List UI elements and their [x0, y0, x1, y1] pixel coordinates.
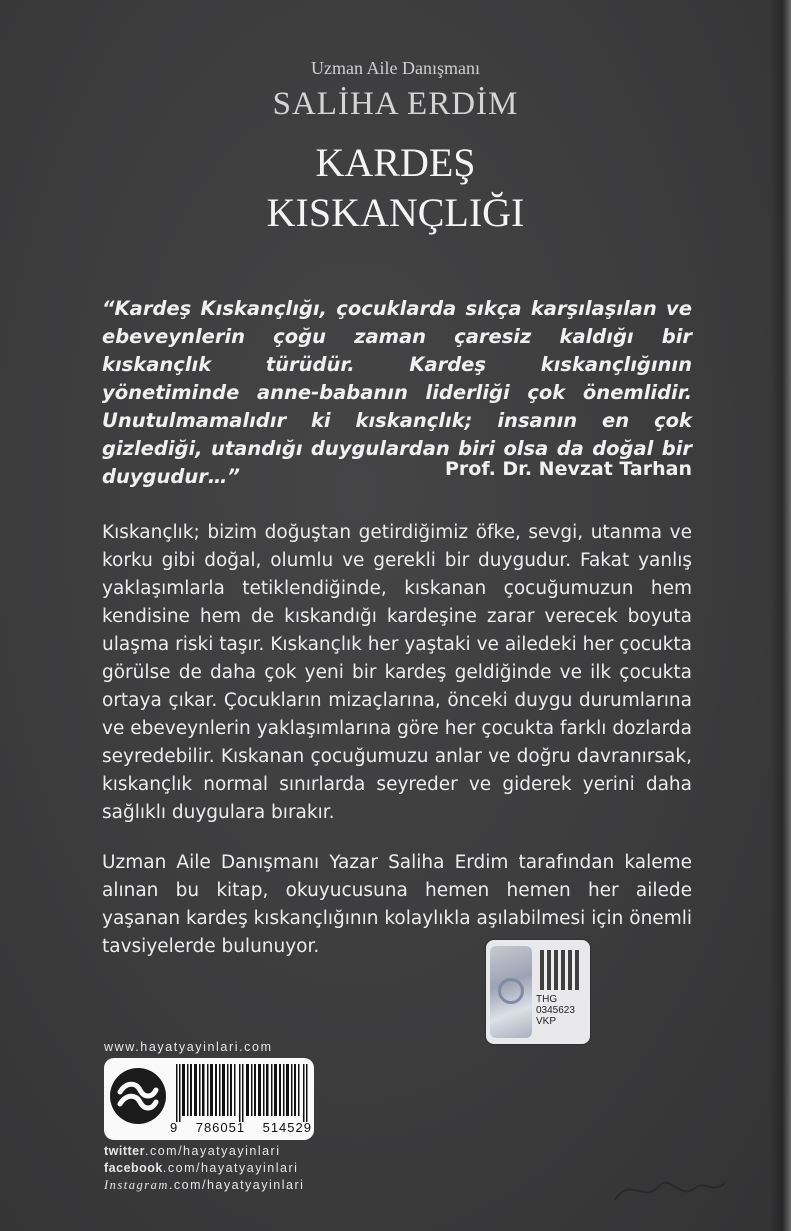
twitter-path: .com/hayatyayinlari: [145, 1144, 281, 1158]
instagram-path: .com/hayatyayinlari: [168, 1178, 305, 1192]
sticker-code-line1: THG: [536, 994, 558, 1005]
sticker-code-line2: 0345623: [536, 1005, 575, 1016]
sticker-code: [536, 994, 588, 1027]
handwritten-signature: [610, 1170, 730, 1210]
isbn-number: [170, 1120, 312, 1135]
facebook-link: [104, 1161, 298, 1175]
publisher-website: www.hayatyayinlari.com: [104, 1040, 273, 1054]
isbn-barcode: [176, 1064, 308, 1122]
author-subtitle: Uzman Aile Danışmanı: [311, 58, 480, 78]
instagram-link: [104, 1178, 304, 1193]
twitter-link: [104, 1144, 281, 1158]
isbn-part-2: 786051: [195, 1120, 246, 1135]
author-name: SALİHA ERDİM: [272, 86, 519, 122]
endorsement-quote: “Kardeş Kıskançlığı, çocuklarda sıkça karşılaşılan ve ebeveynlerin çoğu zaman çaresiz kaldığı bir kıskançlık türüdür. Kardeş kıskançlığının yönetiminde anne-babanın liderliği çok önemlidir. Unutulmamalıdır ki kıskançlık; insanın en çok gizlediği, utandığı duygulardan biri olsa da doğal bir duygudur…”: [102, 297, 692, 488]
facebook-label: facebook: [104, 1161, 163, 1175]
facebook-path: .com/hayatyayinlari: [162, 1161, 299, 1175]
barcode-panel: [104, 1058, 314, 1140]
qr-code-icon: [540, 950, 580, 990]
book-title-line1: KARDEŞ: [315, 140, 476, 185]
sticker-code-line3: VKP: [536, 1016, 557, 1027]
book-title: [0, 138, 791, 238]
twitter-label: twitter: [104, 1144, 145, 1158]
book-description: [102, 519, 692, 983]
publisher-logo-icon: [110, 1068, 166, 1124]
hologram-icon: [490, 946, 532, 1038]
isbn-part-1: 9: [170, 1120, 179, 1135]
book-title-line2: KISKANÇLIĞI: [266, 190, 525, 235]
description-paragraph-1: Kıskançlık; bizim doğuştan getirdiğimiz öfke, sevgi, utanma ve korku gibi doğal, olumlu ve gerekli bir duygudur. Fakat yanlış yaklaşımlarla tetiklendiğinde, kıskanan çocuğumuzun hem kendisine hem de kıskandığı kardeşine zarar verecek boyuta ulaşma riski taşır. Kıskançlık her yaştaki ve ailedeki her çocukta görülse de daha çok yeni bir kardeş geldiğinde ve ilk çocukta ortaya çıkar. Çocukların mizaçlarına, önceki duygu durumlarına ve ebeveynlerin yaklaşımlarına göre her çocukta farklı dozlarda seyredebilir. Kıskanan çocuğumuzu anlar ve doğru davranırsak, kıskançlık normal sınırlarda seyreder ve giderek yerini daha sağlıklı duygulara bırakır.: [102, 522, 692, 823]
hologram-seal-icon: [498, 978, 524, 1004]
description-paragraph-2: Uzman Aile Danışmanı Yazar Saliha Erdim tarafından kaleme alınan bu kitap, okuyucusuna hemen hemen her ailede yaşanan kardeş kıskançlığının kolaylıkla aşılabilmesi için önemli tavsiyelerde bulunuyor.: [102, 852, 692, 957]
isbn-part-3: 514529: [262, 1120, 312, 1135]
security-sticker: [486, 940, 590, 1044]
quote-author: Prof. Dr. Nevzat Tarhan: [445, 458, 692, 480]
instagram-label: Instagram: [104, 1178, 169, 1192]
